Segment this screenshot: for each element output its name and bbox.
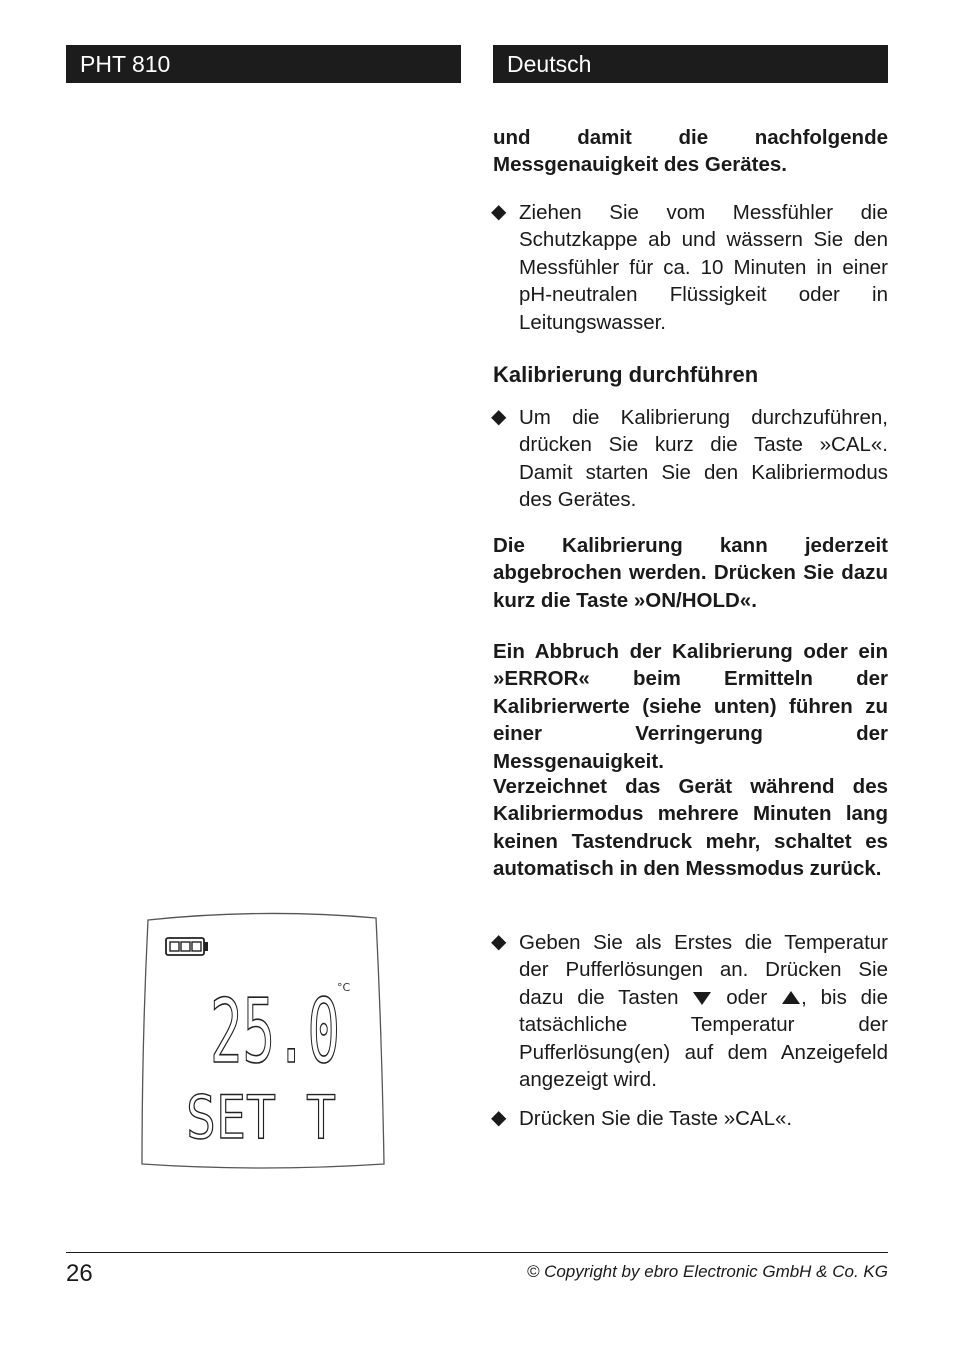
- intro-paragraph: [493, 124, 888, 179]
- bold-note-2-text: Ein Abbruch der Kalibrierung oder ein »ERROR« beim Ermitteln der Kalibrierwerte (siehe unten) führen zu einer Verringerung der Messgenauigkeit.: [493, 640, 888, 773]
- diamond-bullet-icon: ◆: [491, 201, 507, 223]
- bold-note-3-text: Verzeichnet das Gerät während des Kalibriermodus mehrere Minuten lang keinen Tastendruck mehr, schaltet es automatisch in den Messmodus zurück.: [493, 775, 888, 881]
- bold-note-1: [493, 532, 888, 614]
- section-heading-block: [493, 361, 888, 388]
- up-arrow-icon: [781, 990, 801, 1006]
- bullet-2-text: Um die Kalibrierung durchzuführen, drücken Sie kurz die Taste »CAL«. Damit starten Sie den Kalibriermodus des Gerätes.: [519, 406, 888, 512]
- temperature-unit: °C: [337, 981, 351, 994]
- bullet-3-text-b: oder: [726, 985, 768, 1009]
- diamond-bullet-icon: ◆: [491, 406, 507, 428]
- bullet-4-text: Drücken Sie die Taste »CAL«.: [519, 1107, 793, 1130]
- copyright-notice: © Copyright by ebro Electronic GmbH & Co. KG: [526, 1262, 888, 1281]
- bullet-3: [493, 929, 888, 1093]
- temperature-reading: 25.0: [210, 980, 340, 1083]
- diamond-bullet-icon: ◆: [491, 1107, 507, 1129]
- down-arrow-icon: [692, 990, 712, 1006]
- page-number: 26: [66, 1260, 93, 1287]
- bullet-1: [493, 199, 888, 336]
- bullet-2: [493, 404, 888, 514]
- bold-note-3: [493, 773, 888, 883]
- header-right: [493, 45, 888, 83]
- footer-divider: [66, 1252, 888, 1253]
- bold-note-2: [493, 638, 888, 775]
- mode-text: SET T: [186, 1083, 336, 1153]
- diamond-bullet-icon: ◆: [491, 931, 507, 953]
- bullet-3-text-a: Geben Sie als Erstes die Temperatur der Pufferlösungen an. Drücken Sie dazu die Tasten: [519, 931, 888, 1009]
- language-label: Deutsch: [507, 51, 592, 77]
- bullet-1-text: Ziehen Sie vom Messfühler die Schutzkappe ab und wässern Sie den Messfühler für ca. 10 Minuten in einer pH-neutralen Flüssigkeit oder in Leitungswasser.: [519, 201, 888, 334]
- bold-note-1-text: Die Kalibrierung kann jederzeit abgebrochen werden. Drücken Sie dazu kurz die Taste »ON/HOLD«.: [493, 534, 888, 612]
- lcd-display: [138, 910, 386, 1170]
- bullet-3-text-c: , bis die tatsächliche Temperatur der Pufferlösung(en) auf dem Anzeigefeld angezeigt wird.: [519, 985, 889, 1092]
- intro-bold-text: und damit die nachfolgende Messgenauigkeit des Gerätes.: [493, 126, 888, 177]
- header-left: [66, 45, 461, 83]
- bullet-4: [493, 1105, 888, 1132]
- model-name: PHT 810: [80, 51, 171, 77]
- section-heading: Kalibrierung durchführen: [493, 362, 759, 387]
